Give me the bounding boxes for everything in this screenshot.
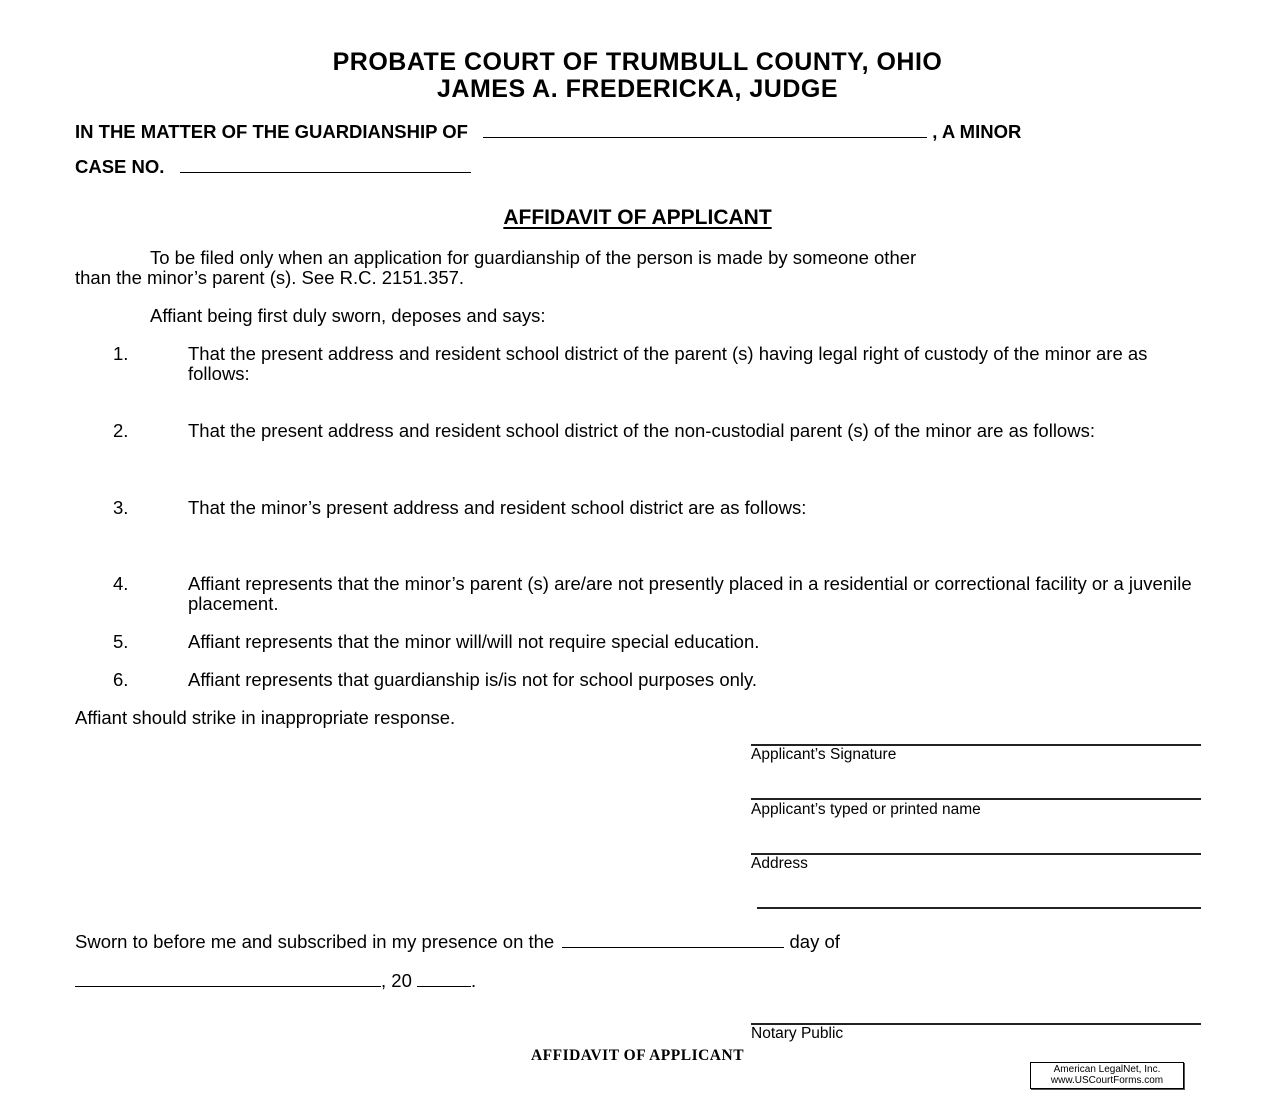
- item-number: 5.: [113, 631, 129, 652]
- credit-line-2: www.USCourtForms.com: [1050, 1075, 1164, 1086]
- notary-label: Notary Public: [751, 1025, 844, 1042]
- address-line-2[interactable]: [757, 907, 1201, 909]
- intro-line-2: than the minor’s parent (s). See R.C. 2151.357.: [75, 267, 465, 288]
- item-number: 6.: [113, 669, 129, 690]
- judge-name: JAMES A. FREDERICKA, JUDGE: [436, 75, 838, 103]
- year-field[interactable]: [417, 968, 471, 987]
- item-text: Affiant represents that guardianship is/is not for school purposes only.: [188, 669, 758, 690]
- guardianship-caption: [75, 119, 1021, 143]
- year-suffix: .: [471, 970, 477, 991]
- signature-label: Applicant’s Signature: [751, 746, 897, 763]
- case-number-field[interactable]: [180, 154, 471, 173]
- printed-name-line[interactable]: [751, 798, 1201, 800]
- printed-name-label: Applicant’s typed or printed name: [751, 801, 981, 818]
- matter-prefix: IN THE MATTER OF THE GUARDIANSHIP OF: [75, 121, 468, 142]
- item-text: That the minor’s present address and resident school district are as follows:: [188, 497, 807, 518]
- jurat-suffix: day of: [789, 931, 840, 952]
- credit-line-1: American LegalNet, Inc.: [1053, 1064, 1161, 1075]
- address-line-1[interactable]: [751, 853, 1201, 855]
- item-text: Affiant represents that the minor will/will not require special education.: [188, 631, 760, 652]
- address-label: Address: [751, 855, 808, 872]
- jurat-prefix: Sworn to before me and subscribed in my presence on the: [75, 931, 555, 952]
- item-text: Affiant represents that the minor’s parent (s) are/are not presently placed in a residential or correctional facility or a juvenile placement.: [188, 573, 1192, 614]
- jurat-line-2: [75, 968, 476, 991]
- year-prefix: , 20: [381, 970, 412, 991]
- item-number: 2.: [113, 420, 129, 441]
- month-field[interactable]: [75, 968, 381, 987]
- case-number-line: [75, 154, 471, 178]
- item-number: 3.: [113, 497, 129, 518]
- case-label: CASE NO.: [75, 156, 165, 177]
- intro-line-1: To be filed only when an application for guardianship of the person is made by someone other: [150, 247, 917, 268]
- minor-name-field[interactable]: [483, 119, 927, 138]
- day-field[interactable]: [562, 929, 784, 948]
- item-text: That the present address and resident school district of the parent (s) having legal right of custody of the minor are as follows:: [188, 343, 1148, 384]
- sworn-statement: Affiant being first duly sworn, deposes and says:: [150, 305, 546, 326]
- item-number: 1.: [113, 343, 129, 364]
- strike-note: Affiant should strike in inappropriate response.: [75, 707, 456, 728]
- footer-title: AFFIDAVIT OF APPLICANT: [530, 1047, 745, 1064]
- publisher-credit-box: [1030, 1062, 1184, 1089]
- item-number: 4.: [113, 573, 129, 594]
- document-title: [0, 206, 1275, 230]
- item-text: That the present address and resident school district of the non-custodial parent (s) of the minor are as follows:: [188, 420, 1095, 441]
- jurat-line-1: [75, 929, 840, 952]
- document-title-text: AFFIDAVIT OF APPLICANT: [503, 206, 772, 229]
- matter-suffix: , A MINOR: [932, 121, 1022, 142]
- court-name: PROBATE COURT OF TRUMBULL COUNTY, OHIO: [332, 48, 943, 76]
